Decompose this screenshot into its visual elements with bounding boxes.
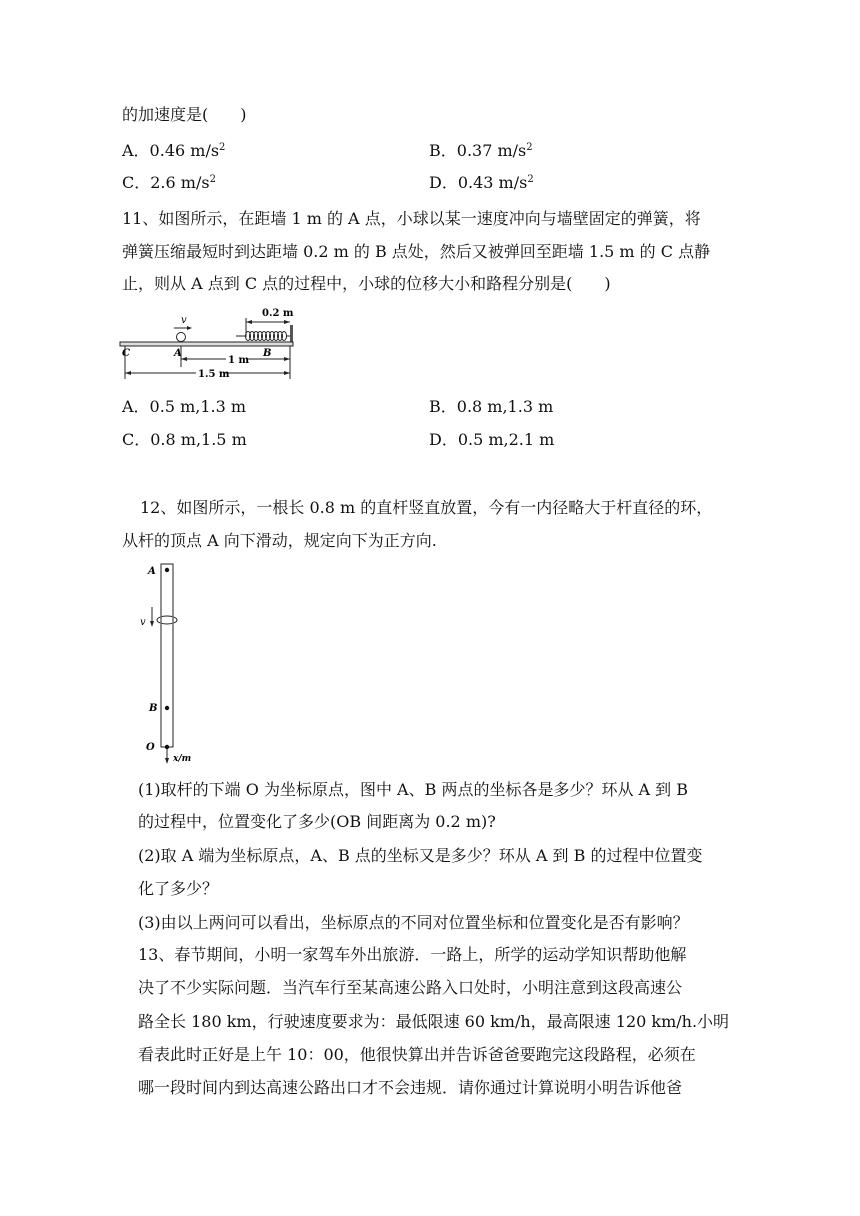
q11-stem-line-1: 11、如图所示，在距墙 1 m 的 A 点，小球以某一速度冲向与墙壁固定的弹簧，将 [122, 209, 701, 228]
q11-spring-figure [118, 305, 298, 380]
label-c: C [122, 348, 130, 359]
label-b: B [149, 703, 158, 714]
q12-sub-line-4: 化了多少？ [138, 879, 219, 898]
label-o: O [146, 742, 155, 753]
label-x-axis: x/m [173, 754, 192, 764]
spring [236, 332, 290, 341]
point-b [165, 706, 169, 710]
ball [177, 333, 186, 342]
q13-stem-line-5: 哪一段时间内到达高速公路出口才不会违规．请你通过计算说明小明告诉他爸 [138, 1078, 683, 1097]
label-0.2m: 0.2 m [262, 308, 294, 319]
q11-stem-line-2: 弹簧压缩最短时到达距墙 0.2 m 的 B 点处，然后又被弹回至距墙 1.5 m 的 C 点静 [122, 242, 711, 261]
q11-option-a: A．0.5 m,1.3 m [122, 397, 247, 416]
q10-option-d: D．0.43 $m/s^2$ [429, 173, 534, 192]
q10-stem-tail: 的加速度是( ) [122, 105, 247, 124]
q13-stem-line-1: 13、春节期间，小明一家驾车外出旅游．一路上，所学的运动学知识帮助他解 [138, 945, 687, 964]
q10-option-c: C．2.6 $m/s^2$ [122, 173, 216, 192]
label-1.5m: 1.5 m [198, 369, 230, 380]
q12-sub-line-2: 的过程中，位置变化了多少(OB 间距离为 0.2 m)? [138, 812, 496, 831]
q11-option-d: D．0.5 m,2.1 m [429, 430, 555, 449]
q11-option-c: C．0.8 m,1.5 m [122, 430, 247, 449]
label-v: v [181, 315, 187, 326]
q11-option-b: B．0.8 m,1.3 m [429, 397, 554, 416]
q13-stem-line-2: 决了不少实际问题．当汽车行至某高速公路入口处时，小明注意到这段高速公 [138, 978, 683, 997]
label-b: B [263, 348, 272, 359]
q12-stem-line-1: 12、如图所示，一根长 0.8 m 的直杆竖直放置，今有一内径略大于杆直径的环， [140, 498, 713, 517]
q12-sub-line-1: (1)取杆的下端 O 为坐标原点，图中 A、B 两点的坐标各是多少？环从 A 到 B [138, 780, 689, 799]
q11-stem-line-3: 止，则从 A 点到 C 点的过程中，小球的位移大小和路程分别是( ) [122, 274, 611, 293]
q12-rod-figure [134, 560, 214, 765]
label-1m: 1 m [228, 355, 250, 366]
point-o [165, 745, 169, 749]
q10-option-a: A．0.46 $m/s^2$ [122, 141, 226, 160]
q12-stem-line-2: 从杆的顶点 A 向下滑动，规定向下为正方向. [122, 531, 437, 550]
ground [120, 342, 293, 346]
q10-option-b: B．0.37 $m/s^2$ [429, 141, 533, 160]
label-a: A [174, 348, 182, 359]
rod [161, 564, 173, 747]
q13-stem-line-4: 看表此时正好是上午 10：00，他很快算出并告诉爸爸要跑完这段路程，必须在 [138, 1045, 696, 1064]
label-a: A [148, 566, 156, 577]
q12-sub-line-3: (2)取 A 端为坐标原点，A、B 点的坐标又是多少？环从 A 到 B 的过程中位置变 [138, 846, 703, 865]
q12-sub-line-5: (3)由以上两问可以看出，坐标原点的不同对位置坐标和位置变化是否有影响？ [138, 913, 689, 932]
q13-stem-line-3: 路全长 180 km，行驶速度要求为：最低限速 60 km/h，最高限速 120 km/h.小明 [138, 1012, 730, 1031]
point-a [165, 568, 169, 572]
label-v: v [140, 617, 146, 628]
